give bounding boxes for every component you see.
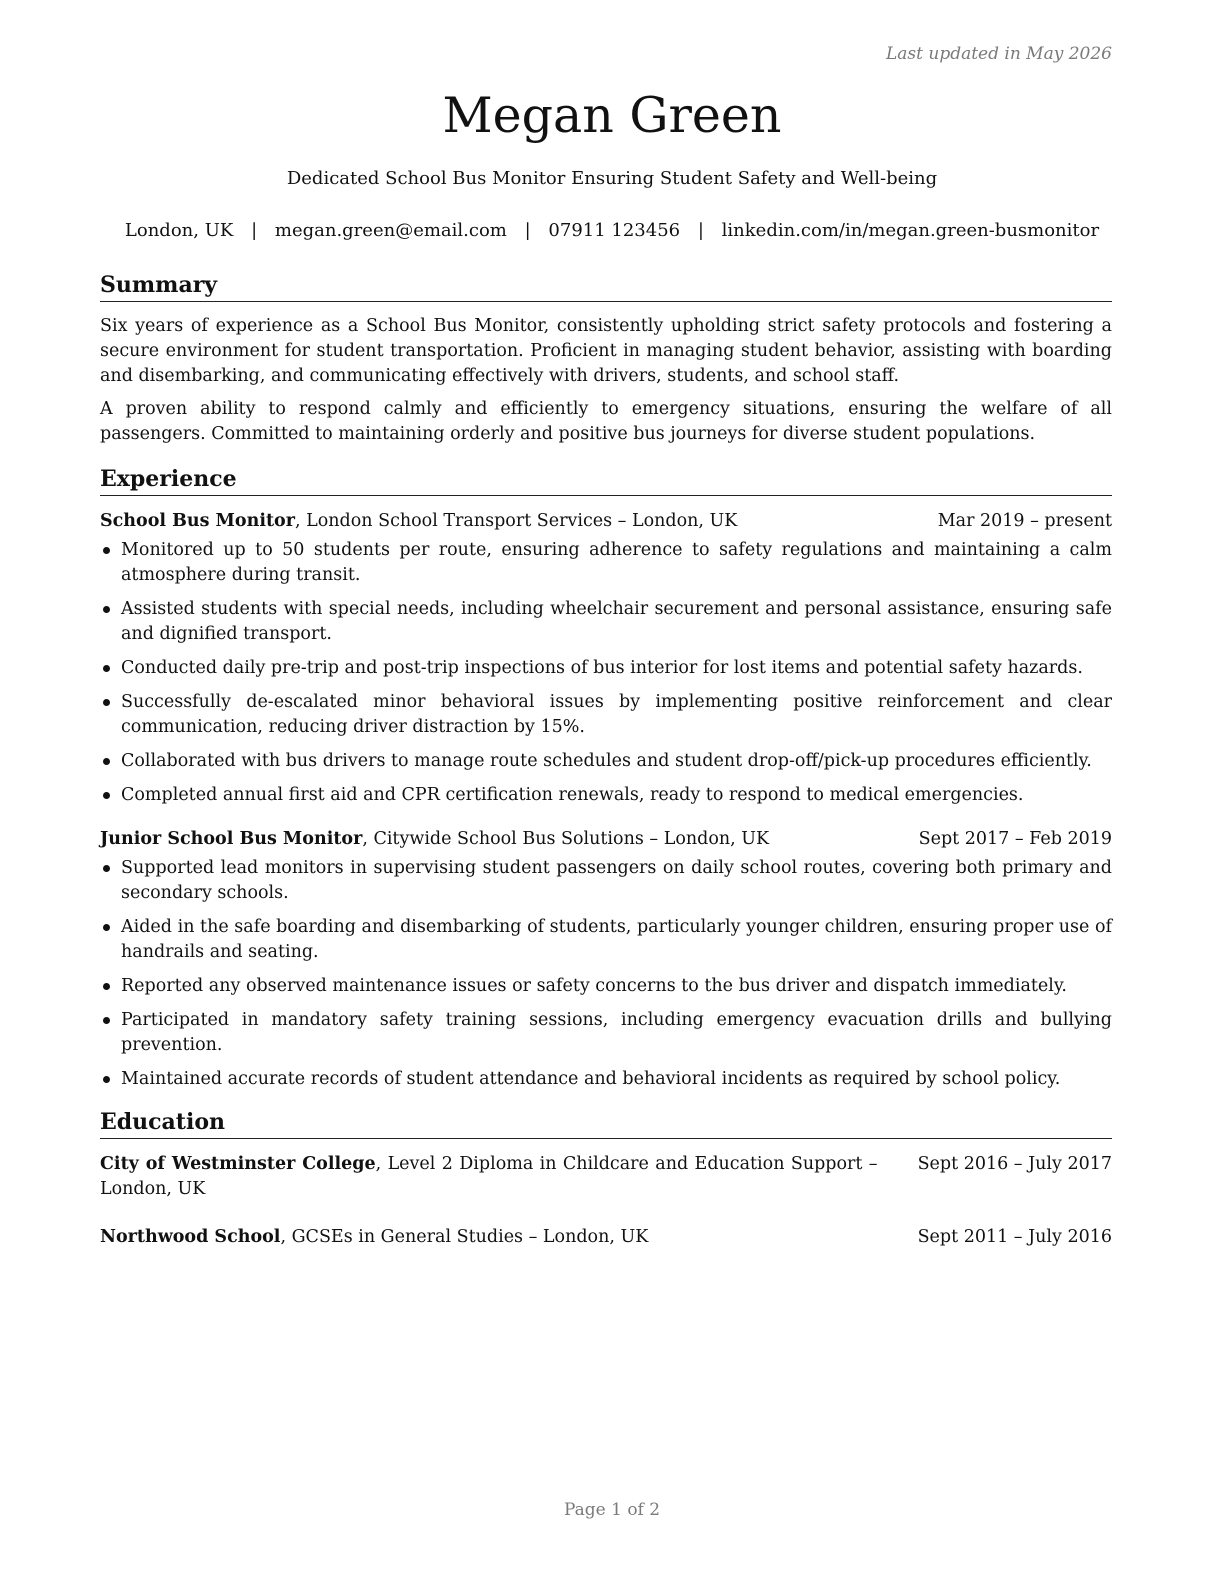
summary-paragraph: Six years of experience as a School Bus Monitor, consistently upholding strict safety protocols and fostering a secure environment for student transportation. Proficient in managing student behavior, assisting with boarding and disembarking, and communicating effectively with drivers, students, and school staff. <box>100 316 1112 386</box>
bullet-icon <box>103 1076 110 1083</box>
bullet-icon <box>103 1017 110 1024</box>
job-bullets <box>100 856 1112 1092</box>
bullet-icon <box>103 792 110 799</box>
education-dates: Sept 2011 – July 2016 <box>917 1227 1112 1247</box>
bullet-icon <box>103 699 110 706</box>
job-title-line <box>100 509 938 534</box>
education-details: , Level 2 Diploma in Childcare and Education Support – London, UK <box>100 1154 878 1199</box>
contact-separator: | <box>251 220 258 241</box>
bullet-text: Participated in mandatory safety training sessions, including emergency evacuation drills and bullying prevention. <box>121 1010 1112 1055</box>
candidate-tagline: Dedicated School Bus Monitor Ensuring Student Safety and Well-being <box>286 168 938 189</box>
job-role: School Bus Monitor <box>100 511 295 531</box>
bullet-icon <box>103 547 110 554</box>
education-details: , GCSEs in General Studies – London, UK <box>280 1227 649 1247</box>
contact-separator: | <box>697 220 704 241</box>
job-header <box>100 509 1112 534</box>
bullet-item <box>100 1008 1112 1058</box>
bullet-item <box>100 690 1112 740</box>
bullet-text: Supported lead monitors in supervising student passengers on daily school routes, covering both primary and secondary schools. <box>121 858 1112 903</box>
bullet-icon <box>103 665 110 672</box>
bullet-item <box>100 783 1112 808</box>
bullet-text: Aided in the safe boarding and disembarking of students, particularly younger children, ensuring proper use of handrails and seating. <box>121 917 1112 962</box>
contact-phone: 07911 123456 <box>548 220 681 241</box>
bullet-item <box>100 856 1112 906</box>
bullet-text: Monitored up to 50 students per route, ensuring adherence to safety regulations and maintaining a calm atmosphere during transit. <box>121 540 1112 585</box>
education-school: Northwood School <box>100 1227 281 1247</box>
bullet-item <box>100 915 1112 965</box>
education-entry <box>100 1152 1112 1202</box>
page-number: Page 1 of 2 <box>563 1500 661 1520</box>
education-line <box>100 1225 918 1250</box>
contact-email-link[interactable]: megan.green@email.com <box>274 220 507 241</box>
contact-separator: | <box>524 220 531 241</box>
job-role: Junior School Bus Monitor <box>100 829 363 849</box>
job-details: , Citywide School Bus Solutions – London, UK <box>362 829 770 849</box>
job-header <box>100 827 1112 852</box>
bullet-icon <box>103 983 110 990</box>
bullet-icon <box>103 924 110 931</box>
job-entry <box>100 827 1112 1092</box>
job-bullets <box>100 538 1112 808</box>
job-entry <box>100 509 1112 808</box>
bullet-icon <box>103 758 110 765</box>
bullet-text: Successfully de-escalated minor behavioral issues by implementing positive reinforcement and clear communication, reducing driver distraction by 15%. <box>121 692 1112 737</box>
contact-location: London, UK <box>124 220 234 241</box>
education-entry <box>100 1225 1112 1250</box>
contact-linkedin-link[interactable]: linkedin.com/in/megan.green-busmonitor <box>721 220 1100 241</box>
contact-line <box>0 218 1224 244</box>
last-updated-note: Last updated in May 2026 <box>885 44 1112 64</box>
bullet-icon <box>103 865 110 872</box>
bullet-item <box>100 597 1112 647</box>
bullet-text: Maintained accurate records of student attendance and behavioral incidents as required by school policy. <box>121 1069 1061 1089</box>
education-school: City of Westminster College <box>100 1154 376 1174</box>
summary-paragraph: A proven ability to respond calmly and efficiently to emergency situations, ensuring the welfare of all passengers. Committed to maintaining orderly and positive bus journeys for diverse student populations. <box>100 399 1112 444</box>
resume-body <box>100 270 1112 1250</box>
bullet-text: Completed annual first aid and CPR certification renewals, ready to respond to medical emergencies. <box>121 785 1024 805</box>
job-details: , London School Transport Services – London, UK <box>294 511 738 531</box>
bullet-item <box>100 656 1112 681</box>
candidate-name: Megan Green <box>442 87 782 144</box>
bullet-item <box>100 974 1112 999</box>
bullet-item <box>100 749 1112 774</box>
bullet-item <box>100 1067 1112 1092</box>
bullet-text: Assisted students with special needs, including wheelchair securement and personal assistance, ensuring safe and dignified transport. <box>121 599 1112 644</box>
job-dates: Sept 2017 – Feb 2019 <box>918 829 1112 849</box>
education-line <box>100 1152 918 1202</box>
bullet-text: Reported any observed maintenance issues or safety concerns to the bus driver and dispatch immediately. <box>121 976 1067 996</box>
job-dates: Mar 2019 – present <box>937 511 1112 531</box>
bullet-text: Conducted daily pre-trip and post-trip inspections of bus interior for lost items and potential safety hazards. <box>121 658 1083 678</box>
job-title-line <box>100 827 919 852</box>
experience-heading: Experience <box>100 464 1112 496</box>
summary-heading: Summary <box>100 270 1112 302</box>
bullet-icon <box>103 606 110 613</box>
education-dates: Sept 2016 – July 2017 <box>917 1154 1112 1174</box>
bullet-text: Collaborated with bus drivers to manage route schedules and student drop-off/pick-up procedures efficiently. <box>121 751 1092 771</box>
education-heading: Education <box>100 1107 1112 1139</box>
bullet-item <box>100 538 1112 588</box>
